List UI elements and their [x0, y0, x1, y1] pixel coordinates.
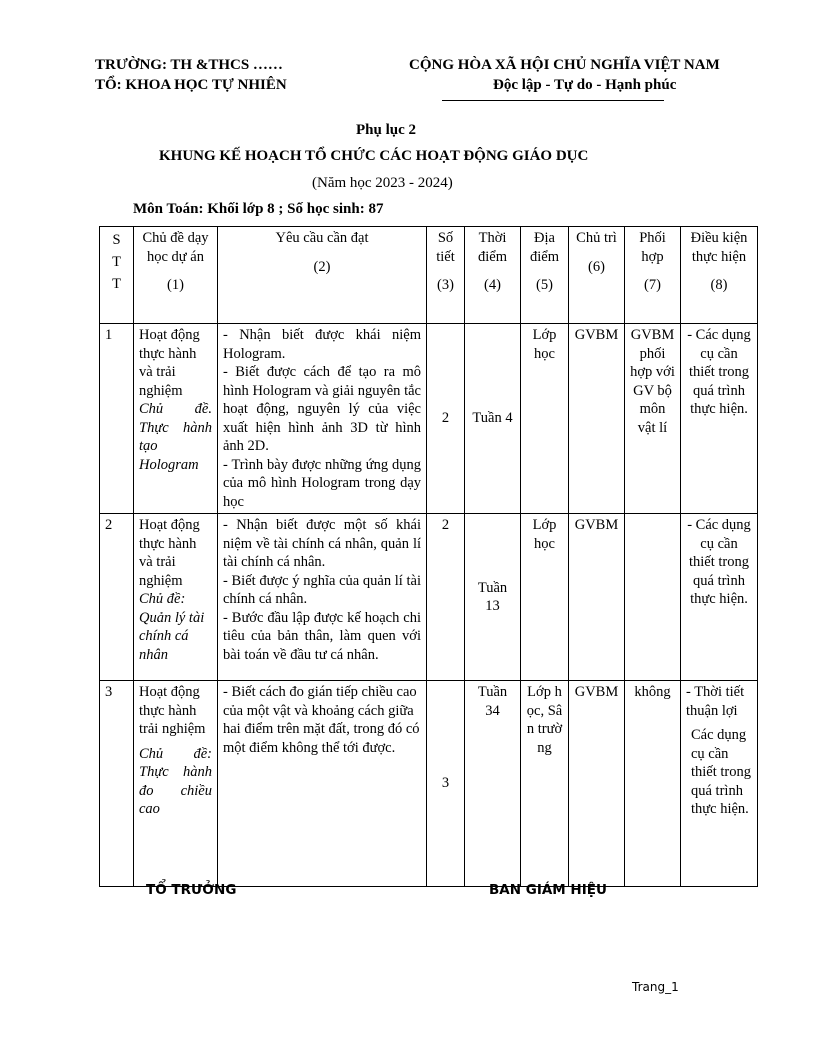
col-header-lead: Chủ trì (6): [569, 227, 625, 324]
row-lead: GVBM: [569, 514, 625, 681]
table-header-row: [100, 227, 758, 324]
topic-main: Hoạt động thực hành và trải nghiệm: [139, 517, 200, 589]
row-requirements: - Biết cách đo gián tiếp chiều cao của một vật và khoảng cách giữa hai điểm trên mặt đất, trong đó có một điểm không thể tới được.: [218, 681, 427, 887]
signature-head-of-department: TỔ TRƯỞNG: [146, 882, 237, 898]
table-row: [100, 324, 758, 514]
row-topic: [134, 514, 218, 681]
col-header-topic: Chủ đề dạy học dự án (1): [134, 227, 218, 324]
subject-info: Môn Toán: Khối lớp 8 ; Số học sinh: 87: [133, 201, 384, 217]
row-requirements: - Nhận biết được một số khái niệm về tài chính cá nhân, quản lí tài chính cá nhân. - Biết được ý nghĩa của quản lí tài chính cá nhân. - Bước đầu lập được kế hoạch chi tiêu của bản thân, làm quen với bài toán về đầu tư cá nhân.: [218, 514, 427, 681]
activity-plan-table: [99, 226, 758, 887]
row-conditions: - Các dụng cụ cần thiết trong quá trình thực hiện.: [681, 324, 758, 514]
document-title: KHUNG KẾ HOẠCH TỔ CHỨC CÁC HOẠT ĐỘNG GIÁO DỤC: [159, 148, 589, 164]
topic-theme: Chủ đề: Quản lý tài chính cá nhân: [139, 591, 205, 663]
signature-board: BAN GIÁM HIỆU: [489, 882, 607, 898]
row-stt: 3: [100, 681, 134, 887]
col-header-place: Địa điểm (5): [521, 227, 569, 324]
row-place: Lớp học: [521, 324, 569, 514]
row-periods: 3: [427, 681, 465, 887]
conditions-weather: - Thời tiết thuận lợi: [686, 684, 745, 719]
row-time: Tuần 13: [465, 514, 521, 681]
row-partner: GVBM phối hợp với GV bộ môn vật lí: [625, 324, 681, 514]
national-motto: Độc lập - Tự do - Hạnh phúc: [493, 77, 677, 93]
col-header-stt: S T T: [100, 227, 134, 324]
school-name: TRƯỜNG: TH &THCS ……: [95, 57, 283, 73]
school-year: (Năm học 2023 - 2024): [312, 175, 453, 191]
topic-theme: Chủ đề: Thực hành đo chiều cao: [139, 745, 212, 817]
table-row: [100, 514, 758, 681]
row-stt: 2: [100, 514, 134, 681]
row-stt: 1: [100, 324, 134, 514]
row-partner: [625, 514, 681, 681]
row-periods: 2: [427, 514, 465, 681]
row-periods: 2: [427, 324, 465, 514]
col-header-requirements: Yêu cầu cần đạt (2): [218, 227, 427, 324]
row-time: Tuần 4: [465, 324, 521, 514]
row-time: Tuần 34: [465, 681, 521, 887]
row-topic: [134, 681, 218, 887]
topic-main: Hoạt động thực hành trải nghiệm: [139, 684, 206, 737]
row-requirements: - Nhận biết được khái niệm Hologram. - Biết được cách để tạo ra mô hình Hologram và giải nguyên tắc hoạt động, nguyên lý của việc xuất hiện hình ảnh 3D từ hình ảnh 2D. - Trình bày được những ứng dụng của mô hình Hologram trong dạy học: [218, 324, 427, 514]
country-name: CỘNG HÒA XÃ HỘI CHỦ NGHĨA VIỆT NAM: [409, 57, 720, 73]
col-header-partner: Phối hợp (7): [625, 227, 681, 324]
appendix-label: Phụ lục 2: [356, 122, 417, 138]
row-topic: [134, 324, 218, 514]
topic-theme: Chủ đề. Thực hành tạo Hologram: [139, 401, 212, 473]
table-row: [100, 681, 758, 887]
row-partner: không: [625, 681, 681, 887]
row-place: Lớp học, Sân trường: [521, 681, 569, 887]
row-lead: GVBM: [569, 681, 625, 887]
row-conditions: - Các dụng cụ cần thiết trong quá trình thực hiện.: [681, 514, 758, 681]
motto-underline: [442, 100, 664, 101]
department-name: TỔ: KHOA HỌC TỰ NHIÊN: [95, 77, 287, 93]
topic-main: Hoạt động thực hành và trải nghiệm: [139, 327, 200, 399]
col-header-periods: Số tiết (3): [427, 227, 465, 324]
row-lead: GVBM: [569, 324, 625, 514]
page-number: Trang_1: [632, 980, 679, 994]
col-header-conditions: Điều kiện thực hiện (8): [681, 227, 758, 324]
conditions-tools: Các dụng cụ cần thiết trong quá trình thực hiện.: [691, 727, 752, 817]
row-conditions: [681, 681, 758, 887]
row-place: Lớp học: [521, 514, 569, 681]
col-header-time: Thời điểm (4): [465, 227, 521, 324]
